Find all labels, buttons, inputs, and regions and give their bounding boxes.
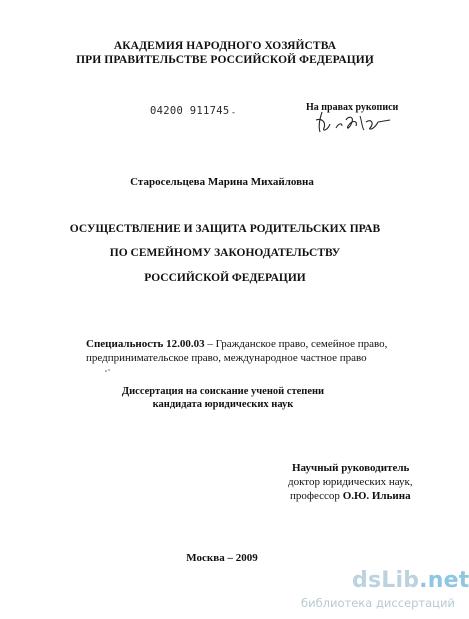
stamp-dash-mark: -	[232, 107, 235, 117]
watermark-subtitle: библиотека диссертаций	[301, 596, 455, 610]
title-line-1: ОСУЩЕСТВЛЕНИЕ И ЗАЩИТА РОДИТЕЛЬСКИХ ПРАВ	[69, 223, 381, 235]
specialty-code: Специальность 12.00.03	[86, 338, 205, 350]
thesis-line-1: Диссертация на соискание ученой степени	[121, 386, 325, 397]
advisor-heading: Научный руководитель	[292, 462, 410, 474]
title-line-3: РОССИЙСКОЙ ФЕДЕРАЦИИ	[144, 272, 306, 284]
specialty-fields: – Гражданское право, семейное право,	[204, 338, 388, 350]
ink-dot-mark-2	[104, 368, 112, 374]
advisor-degree: доктор юридических наук,	[288, 476, 413, 488]
watermark-logo-suffix: .net	[419, 568, 469, 593]
advisor-name: О.Ю. Ильина	[342, 490, 411, 502]
city-year: Москва – 2009	[186, 552, 258, 564]
handwritten-signature	[312, 108, 392, 136]
library-stamp-number: 04200 911745	[150, 105, 230, 117]
specialty-line-2: предпринимательское право, международное частное право	[86, 352, 367, 364]
advisor-rank: профессор	[290, 490, 343, 502]
thesis-line-2: кандидата юридических наук	[152, 399, 294, 410]
watermark-logo	[352, 568, 469, 593]
specialty-line-1	[86, 338, 387, 350]
ink-dot-mark	[366, 60, 374, 68]
institution-line-2: ПРИ ПРАВИТЕЛЬСТВЕ РОССИЙСКОЙ ФЕДЕРАЦИИ	[76, 54, 374, 66]
institution-line-1: АКАДЕМИЯ НАРОДНОГО ХОЗЯЙСТВА	[113, 40, 337, 52]
author-name: Старосельцева Марина Михайловна	[130, 176, 314, 188]
title-line-2: ПО СЕМЕЙНОМУ ЗАКОНОДАТЕЛЬСТВУ	[109, 247, 341, 259]
rights-notice-text: На правах рукописи	[306, 102, 399, 113]
advisor-title-name	[290, 490, 411, 502]
watermark-logo-main: dsLib	[352, 568, 420, 593]
